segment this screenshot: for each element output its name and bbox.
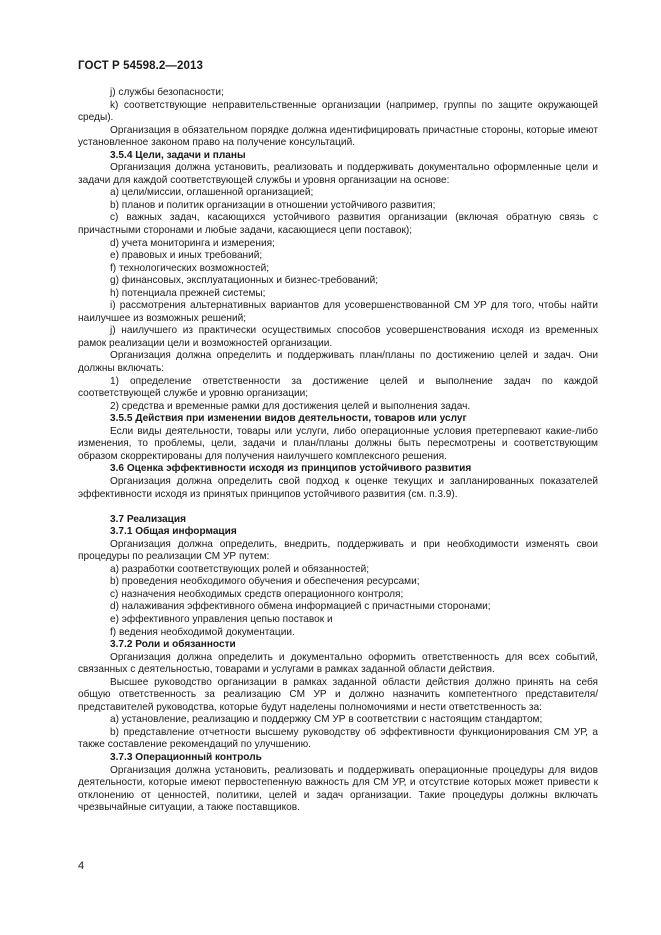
list-item: g) финансовых, эксплуатационных и бизнес-требований; [110,275,379,287]
section-heading: 3.7.1 Общая информация [110,526,237,538]
paragraph: Организация должна определить, внедрить, поддерживать и при необходимости изменять свои процедуры по реализации СМ УР путем: [78,538,598,563]
list-item: a) цели/миссии, оглашенной организацией; [110,187,314,199]
section-heading: 3.7.3 Операционный контроль [110,751,262,763]
list-item: b) планов и политик организации в отношении устойчивого развития; [110,199,436,211]
list-item: a) разработки соответствующих ролей и обязанностей; [110,563,370,575]
list-item: e) эффективного управления цепью поставок и [110,613,333,625]
paragraph: Организация должна установить, реализовать и поддерживать операционные процедуры для видов деятельности, которые имеют первостепенную важность для СМ УР, и отсутствие которых может привести к отклонению от ценностей, политики, целей и задач организации. Такие процедуры должны включать чрезвычайные ситуации, а также поставщиков. [78,764,598,814]
list-item: j) службы безопасности; [110,87,224,98]
spacer [78,501,598,514]
page-number: 4 [78,860,85,872]
list-item: h) потенциала прежней системы; [110,287,266,299]
section-heading: 3.7.2 Роли и обязанности [110,639,236,651]
list-item: b) представление отчетности высшему руководству об эффективности функционирования СМ УР, а также составление рекомендаций по улучшению. [78,726,598,751]
list-item: f) технологических возможностей; [110,262,270,274]
list-item: a) установление, реализацию и поддержку СМ УР в соответствии с настоящим стандартом; [110,714,543,726]
document-header: ГОСТ Р 54598.2—2013 [78,60,203,72]
list-item: d) налаживания эффективного обмена информацией с причастными сторонами; [110,601,491,613]
paragraph: Организация должна установить, реализовать и поддерживать документально оформленные цели и задачи для каждой соответствующей службы и уровня организации на основе: [78,162,598,186]
document-body [78,87,598,815]
list-item: f) ведения необходимой документации. [110,626,295,638]
paragraph: Организация в обязательном порядке должна идентифицировать причастные стороны, которые имеют установленное законом право на получение консультаций. [78,124,598,149]
list-item: b) проведения необходимого обучения и обеспечения ресурсами; [110,576,420,588]
list-item: 1) определение ответственности за достижение целей и выполнение задач по каждой соответствующей службе и уровню организации; [78,375,598,400]
paragraph: Организация должна определить и поддерживать план/планы по достижению целей и задач. Они должны включать: [78,350,598,375]
list-item: d) учета мониторинга и измерения; [110,237,275,249]
list-item: c) важных задач, касающихся устойчивого развития организации (включая обратную связь с причастными сторонами и любые задачи, касающиеся цепи поставок); [78,212,598,237]
list-item: j) наилучшего из практически осуществимых способов усовершенствования исходя из временных рамок реализации цели и возможностей организации. [78,325,598,349]
list-item: i) рассмотрения альтернативных вариантов для усовершенствованной СМ УР для того, чтобы найти наилучшее из возможных решений; [78,300,598,324]
list-item: k) соответствующие неправительственные организации (например, группы по защите окружающей среды). [78,99,598,124]
list-item: 2) средства и временные рамки для достижения целей и выполнения задач. [110,400,471,412]
paragraph: Если виды деятельности, товары или услуги, либо операционные условия претерпевают какие-либо изменения, то проблемы, цели, задачи и план/планы должны быть пересмотрены и соответствующим образом скорректированы для получения наилучшего комплексного решения. [78,425,598,462]
paragraph: Организация должна определить свой подход к оценке текущих и запланированных показателей эффективности исходя из принятых принципов устойчивого развития (см. п.3.9). [78,475,598,500]
paragraph: Высшее руководство организации в рамках заданной области действия должно принять на себя общую ответственность за реализацию СМ УР и должно назначить компетентного представителя/представителей руководства, которые будут наделены полномочиями и нести ответственность за: [78,676,598,713]
list-item: e) правовых и иных требований; [110,250,263,262]
section-heading: 3.7 Реализация [110,513,186,525]
section-heading: 3.5.4 Цели, задачи и планы [110,149,246,161]
list-item: c) назначения необходимых средств операционного контроля; [110,588,404,600]
paragraph: Организация должна определить и документально оформить ответственность для всех событий, связанных с деятельностью, товарами и услугами в рамках заданной области действия. [78,651,598,676]
section-heading: 3.6 Оценка эффективности исходя из принципов устойчивого развития [110,463,472,475]
section-heading: 3.5.5 Действия при изменении видов деятельности, товаров или услуг [110,413,467,425]
